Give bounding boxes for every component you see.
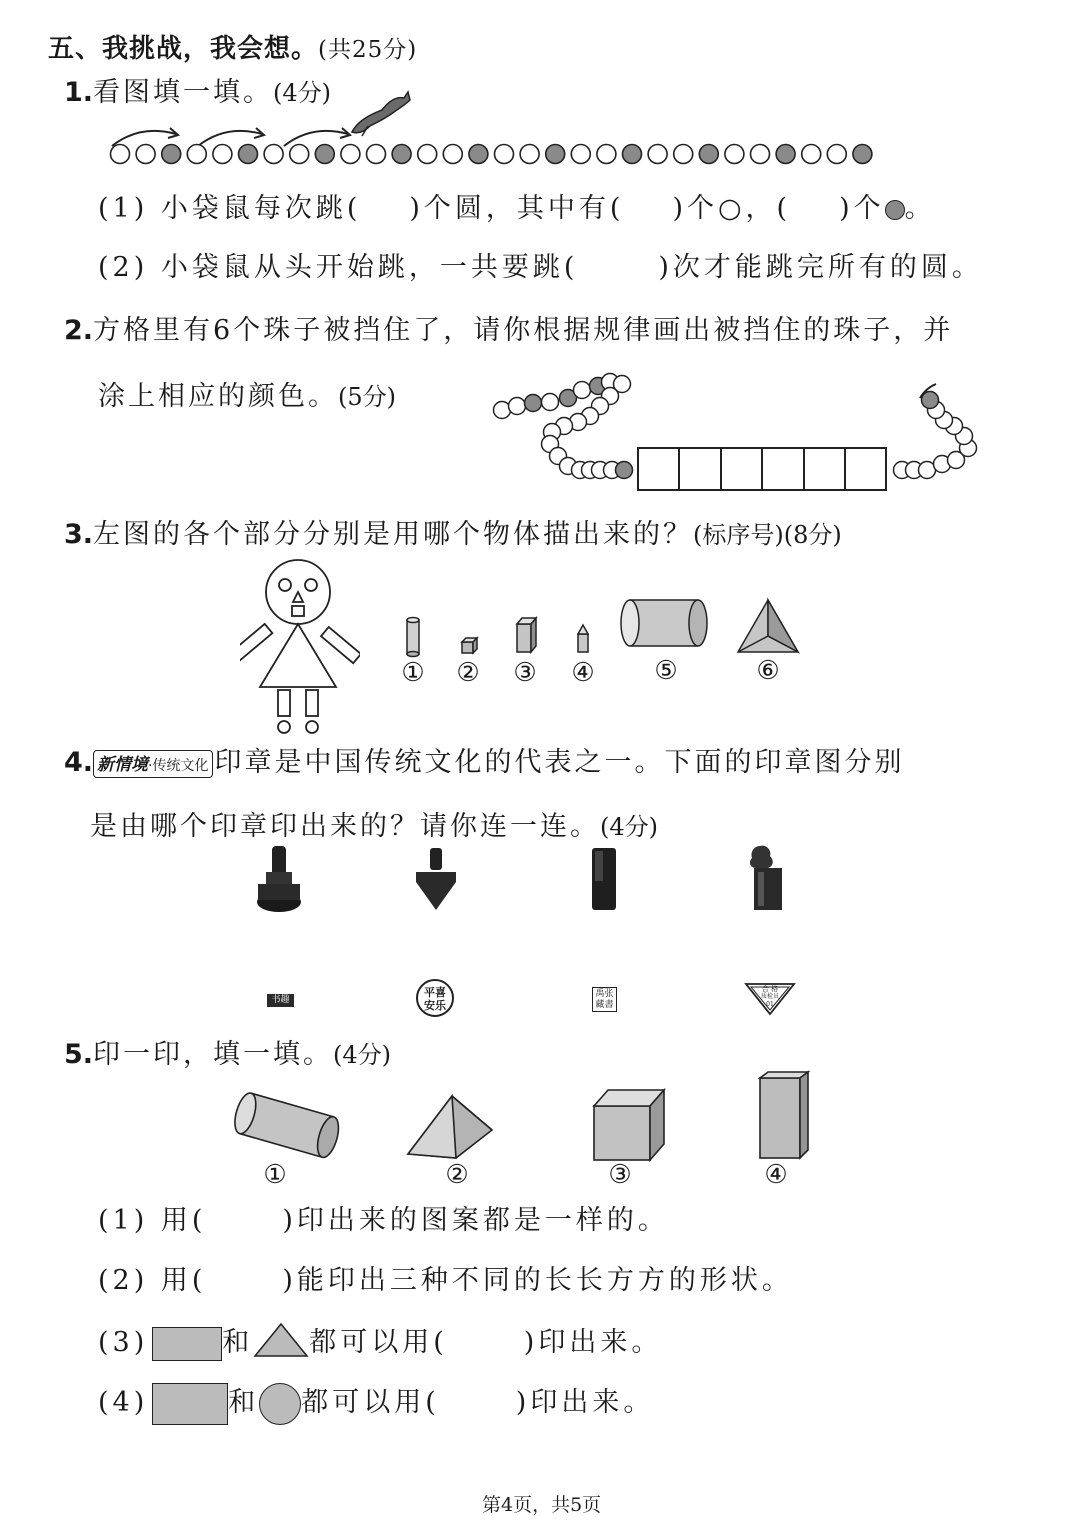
q5-sub4-text-c: )印出来。 [515, 1387, 655, 1418]
print-triangle-text-a: 合 格 [761, 985, 779, 993]
q1-sub2-text-a: (2) 小袋鼠从头开始跳，一共要跳( [98, 252, 579, 283]
filled-bead [853, 145, 872, 164]
q5-label-1: ① [263, 1160, 287, 1190]
print-triangle[interactable] [744, 982, 796, 1016]
q3-note: (标序号) [693, 521, 784, 549]
q4-number: 4. [64, 747, 94, 778]
empty-bead [136, 145, 155, 164]
q5-label-4: ④ [764, 1160, 788, 1190]
bead-row [111, 145, 872, 164]
empty-bead [495, 145, 514, 164]
empty-bead [542, 394, 559, 411]
doll-eye-right [305, 579, 317, 591]
rectangle-icon [152, 1327, 222, 1361]
triangle-stamp-icon[interactable] [416, 848, 456, 910]
q3-title-text: 左图的各个部分分别是用哪个物体描出来的？ [93, 519, 694, 550]
cuboid-icon [517, 618, 536, 652]
small-cylinder-icon [407, 618, 419, 657]
q5-sub1 [98, 1198, 669, 1237]
q2-number: 2. [64, 315, 94, 346]
q4-line2 [90, 804, 658, 843]
q1-sub1-text-a: (1) 小袋鼠每次跳( [98, 193, 362, 224]
q1-bead-figure [100, 84, 890, 174]
empty-bead [367, 145, 386, 164]
empty-bead [674, 145, 693, 164]
q1-sub1 [98, 186, 936, 225]
doll-mouth [292, 606, 304, 616]
q1-number: 1. [64, 77, 94, 108]
q2-line2 [98, 374, 396, 413]
pyramid-icon [738, 600, 798, 652]
filled-bead [922, 392, 939, 409]
q3-label-5: ⑤ [654, 656, 678, 686]
q4-badge-a: 新情境 [97, 754, 149, 775]
small-prism-icon [578, 625, 588, 652]
empty-bead [648, 145, 667, 164]
print-square-text-b: 藏書 [595, 1000, 614, 1010]
q1-sub1-text-d: )个 [839, 193, 885, 224]
q5-sub1-text-a: (1) 用( [98, 1205, 207, 1236]
q5-sub2-text-b: )能印出三种不同的长长方方的形状。 [282, 1265, 793, 1296]
empty-bead [751, 145, 770, 164]
q1-sub1-text-c: )个○，( [672, 193, 792, 224]
q2-bead-string-figure [490, 370, 990, 500]
q5-number: 5. [64, 1039, 94, 1070]
print-square-text-a: 禹张 [595, 989, 614, 999]
q1-points: (4分) [273, 79, 332, 107]
q5-label-2: ② [445, 1160, 469, 1190]
q4-line1-text: 印章是中国传统文化的代表之一。下面的印章图分别 [214, 747, 905, 778]
empty-bead [341, 145, 360, 164]
q5-sub3-and: 和 [222, 1327, 254, 1358]
filled-bead [525, 395, 542, 412]
triangular-prism-icon [408, 1096, 492, 1158]
q5-label-3: ③ [608, 1160, 632, 1190]
q1-sub2 [98, 245, 983, 284]
q3-objects [396, 592, 816, 664]
empty-bead [494, 402, 511, 419]
q5-points: (4分) [333, 1041, 392, 1069]
empty-bead [509, 398, 526, 415]
q1-sub1-text-b: )个圆，其中有( [409, 193, 625, 224]
square-icon [152, 1383, 228, 1425]
q1-sub1-text-e: 。 [904, 193, 936, 224]
doll-leg-right [306, 690, 318, 716]
doll-foot-right [306, 721, 318, 733]
q1-title-text: 看图填一填。 [93, 77, 274, 108]
page-footer: 第4页，共5页 [482, 1494, 602, 1516]
q2-line1 [64, 308, 953, 347]
empty-bead [520, 145, 539, 164]
empty-bead [725, 145, 744, 164]
q3-label-2: ② [456, 658, 480, 688]
small-cube-icon [462, 638, 477, 653]
q3-label-4: ④ [571, 658, 595, 688]
q3-label-3: ③ [513, 658, 537, 688]
empty-bead [443, 145, 462, 164]
q5-solids [230, 1068, 820, 1164]
q4-stamps [250, 842, 810, 918]
triangle-icon [253, 1322, 309, 1365]
filled-circle-icon [885, 200, 905, 220]
print-rectangle-text: 书趣 [271, 995, 290, 1005]
q2-line1-text: 方格里有6个珠子被挡住了，请你根据规律画出被挡住的珠子，并 [93, 315, 954, 346]
q4-line1 [64, 740, 905, 779]
empty-bead [827, 145, 846, 164]
doll-arm-left [240, 624, 272, 660]
empty-bead [802, 145, 821, 164]
circle-icon [259, 1383, 301, 1425]
filled-bead [546, 145, 565, 164]
q5-title [64, 1032, 391, 1071]
empty-bead [111, 145, 130, 164]
filled-bead [162, 145, 181, 164]
empty-bead [597, 145, 616, 164]
doll-foot-left [278, 721, 290, 733]
print-triangle-text-c: 01 [766, 1001, 774, 1008]
filled-bead [239, 145, 258, 164]
filled-bead [469, 145, 488, 164]
q4-badge [93, 750, 212, 778]
empty-bead [290, 145, 309, 164]
jump-arrows [112, 128, 350, 146]
empty-bead [418, 145, 437, 164]
print-triangle-text-b: 质检员 [760, 993, 779, 1000]
q5-sub2 [98, 1258, 793, 1297]
q5-sub4-text-a: (4) [98, 1387, 149, 1418]
q4-line2-text: 是由哪个印章印出来的？请你连一连。 [90, 811, 600, 842]
q3-points: (8分) [783, 521, 842, 549]
cylinder-icon [231, 1091, 343, 1160]
q5-sub3-text-a: (3) [98, 1327, 149, 1358]
q5-sub3-text-b: 都可以用( [309, 1327, 448, 1358]
filled-bead [392, 145, 411, 164]
section-title [48, 28, 417, 65]
cube-icon [594, 1090, 664, 1160]
hidden-beads-grid[interactable] [638, 448, 886, 490]
square-stamp-icon[interactable] [592, 848, 616, 910]
doll-eye-left [279, 579, 291, 591]
empty-bead [213, 145, 232, 164]
filled-bead [623, 145, 642, 164]
print-circle-text-a: 平喜 [424, 986, 446, 999]
seal-stamp-icon[interactable] [750, 846, 782, 910]
q4-points: (4分) [600, 813, 658, 841]
q5-sub1-text-b: )印出来的图案都是一样的。 [282, 1205, 669, 1236]
empty-bead [571, 145, 590, 164]
large-cylinder-icon [621, 600, 707, 646]
round-stamp-icon[interactable] [257, 846, 301, 912]
q5-sub4-text-b: 都可以用( [301, 1387, 440, 1418]
q5-sub2-text-a: (2) 用( [98, 1265, 207, 1296]
print-circle[interactable] [416, 979, 454, 1017]
doll-figure [240, 552, 360, 742]
print-square[interactable] [592, 987, 617, 1012]
q3-label-1: ① [401, 658, 425, 688]
kangaroo-icon [352, 92, 410, 136]
q2-points: (5分) [338, 383, 396, 411]
empty-bead [264, 145, 283, 164]
filled-bead [776, 145, 795, 164]
doll-leg-left [278, 690, 290, 716]
filled-bead [699, 145, 718, 164]
q3-title [64, 512, 842, 551]
print-rectangle[interactable] [267, 994, 294, 1007]
print-circle-text-b: 安乐 [424, 999, 446, 1012]
q5-title-text: 印一印，填一填。 [93, 1039, 334, 1070]
q4-badge-b: ·传统文化 [148, 757, 209, 774]
doll-nose [293, 592, 303, 602]
q5-sub3-text-c: )印出来。 [523, 1327, 663, 1358]
q1-sub2-text-b: )次才能跳完所有的圆。 [658, 252, 983, 283]
q5-sub3 [98, 1320, 662, 1365]
q3-number: 3. [64, 519, 94, 550]
section-note: (共25分) [318, 37, 418, 63]
tall-cuboid-icon [760, 1072, 808, 1158]
empty-bead [574, 382, 591, 399]
filled-bead [315, 145, 334, 164]
q2-line2-text: 涂上相应的颜色。 [98, 381, 338, 412]
q5-sub4 [98, 1380, 654, 1425]
section-title-text: 五、我挑战，我会想。 [48, 34, 319, 64]
q5-sub4-and: 和 [228, 1387, 260, 1418]
empty-bead [187, 145, 206, 164]
filled-bead [616, 462, 633, 479]
q3-label-6: ⑥ [756, 656, 780, 686]
doll-arm-right [321, 627, 360, 663]
